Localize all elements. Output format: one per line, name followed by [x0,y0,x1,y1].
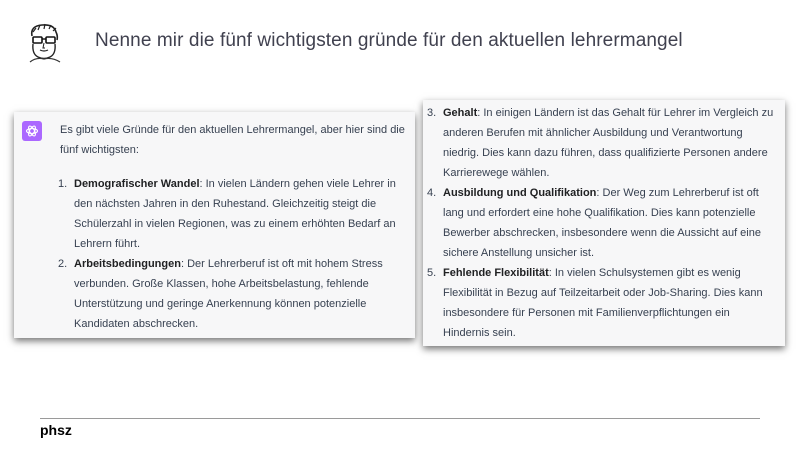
user-prompt: Nenne mir die fünf wichtigsten gründe für den aktuellen lehrermangel [95,30,683,51]
list-item [58,174,410,254]
list-item [427,183,779,263]
list-item [427,103,779,183]
reason-list-part-1 [58,174,410,334]
item-title: Fehlende Flexibilität [443,267,549,279]
item-text: : In vielen Schulsystemen gibt es wenig Flexibilität in Bezug auf Teilzeitarbeit oder Job-Sharing. Dies kann insbesondere für Personen mit Familienverpflichtungen ein Hindernis sein. [443,267,763,339]
item-number: 1. [58,178,68,190]
item-text: : Der Weg zum Lehrerberuf ist oft lang und erfordert eine hohe Qualifikation. Dies kann potenzielle Bewerber abschrecken, insbesondere wenn die Aussicht auf eine sichere Anstellung unsicher ist. [443,187,761,259]
chatgpt-logo-icon [22,121,42,141]
reason-list-part-2 [427,103,779,343]
assistant-response-part-2 [423,100,785,346]
item-text: : In einigen Ländern ist das Gehalt für Lehrer im Vergleich zu anderen Berufen mit ähnlicher Ausbildung und Verantwortung niedrig. Dies kann dazu führen, dass qualifizierte Personen andere Karrierewege wählen. [443,107,774,179]
list-item [427,263,779,343]
footer-brand: phsz [40,422,72,438]
assistant-response-part-1 [14,112,415,338]
item-number: 3. [427,107,437,119]
item-title: Ausbildung und Qualifikation [443,187,597,199]
footer-divider [40,418,760,419]
item-text: : In vielen Ländern gehen viele Lehrer in den nächsten Jahren in den Ruhestand. Gleichzeitig steigt die Schülerzahl in vielen Regionen, was zu einem erhöhten Bedarf an Lehrern führt. [74,178,396,250]
item-number: 5. [427,267,437,279]
item-title: Demografischer Wandel [74,178,200,190]
user-avatar-icon [24,22,64,64]
item-number: 2. [58,258,68,270]
item-title: Arbeitsbedingungen [74,258,181,270]
item-text: : Der Lehrerberuf ist oft mit hohem Stress verbunden. Große Klassen, hohe Arbeitsbelastung, fehlende Unterstützung und geringe Anerkennung können potenzielle Kandidaten abschrecken. [74,258,383,330]
response-intro: Es gibt viele Gründe für den aktuellen Lehrermangel, aber hier sind die fünf wichtigsten: [60,124,405,156]
list-item [58,254,410,334]
item-title: Gehalt [443,107,478,119]
item-number: 4. [427,187,437,199]
